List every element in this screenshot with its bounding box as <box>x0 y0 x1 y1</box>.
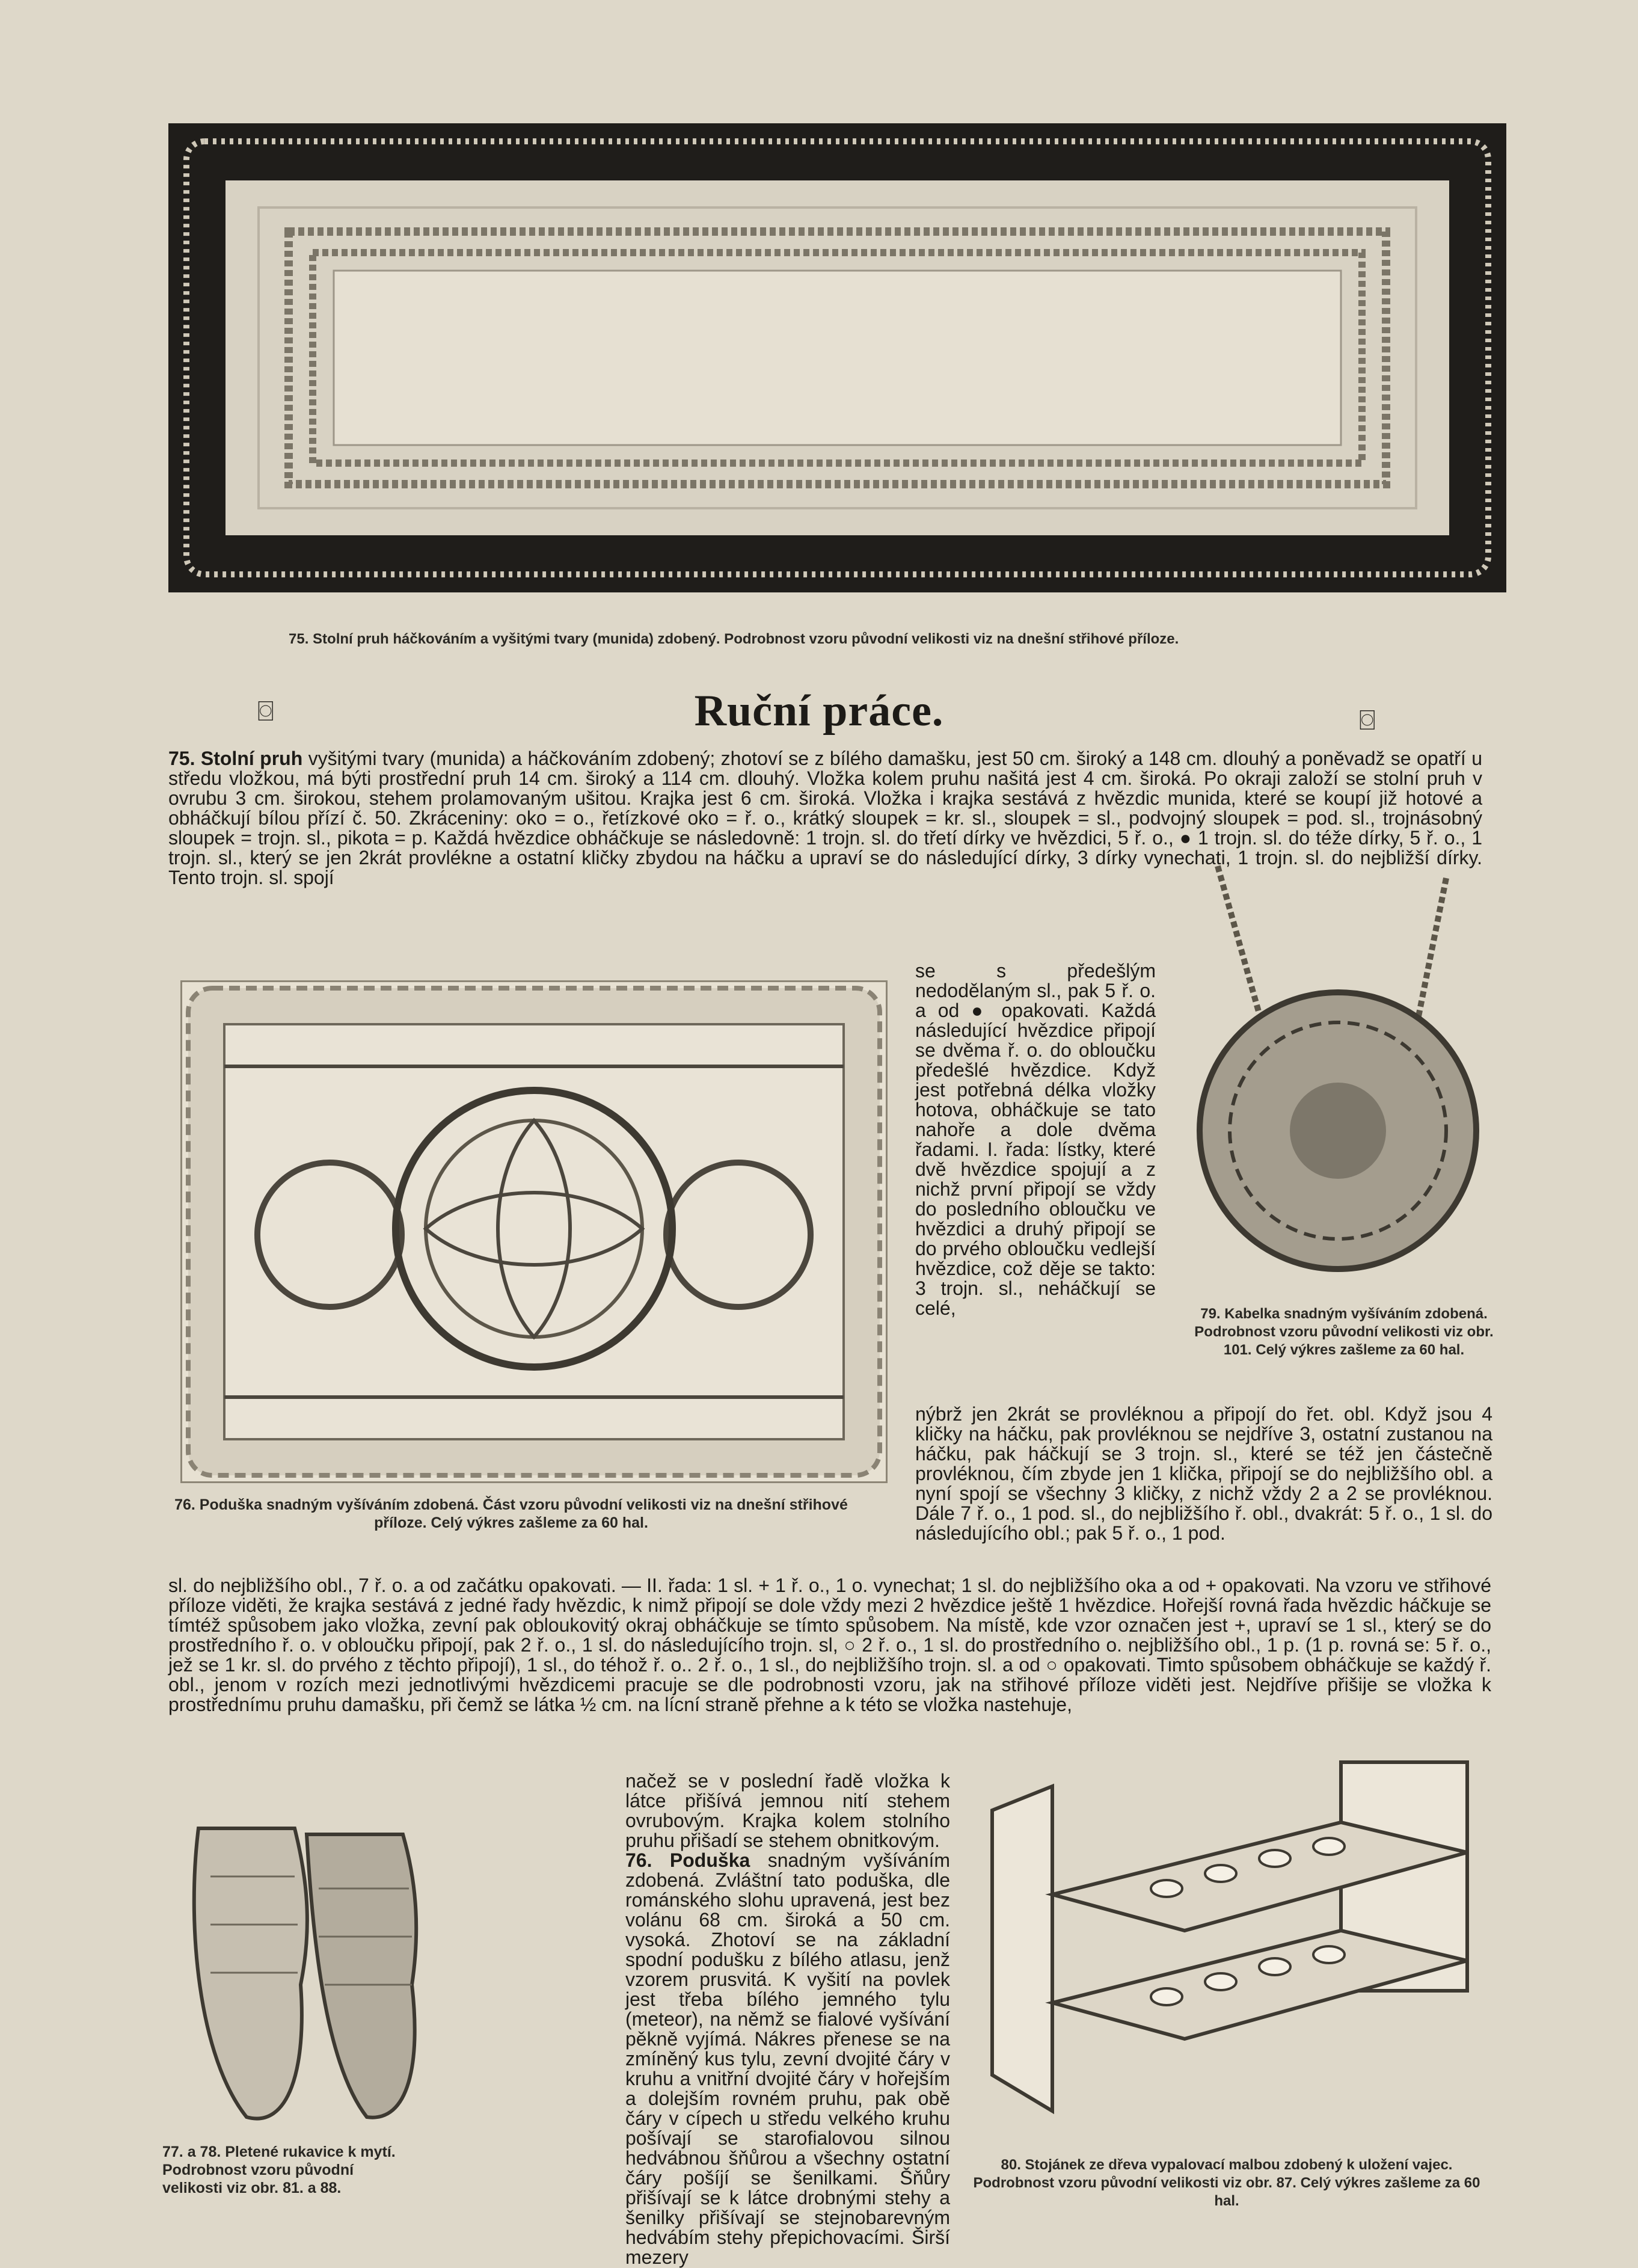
paragraph-76-body: snadným vyšíváním zdobená. Zvláštní tato poduška, dle románského slohu upravená, jest bez volánu 68 cm. široká a 50 cm. vysoká. Zhotoví se na základní spodní podušku z bílého atlasu, jenž vzorem prusvitá. K vyšití na povlek jest třeba bílého jemného tylu (meteor), na němž se fialové vyšívání pěkně vyjímá. Nákres přenese se na zmíněný kus tylu, zevní dvojité čáry v kruhu a vnitřní dvojité čáry v hořejším a dolejším rovném pruhu, pak obě čáry v cípech u středu velkého kruhu pošívají se starofialovou silnou hedvábnou šňůrou a všechny ostatní čáry pošíjí se šenilkami. Šňůry přišívají se k látce drobnými stehy a šenilky přišívají se stejnobarevným hedvábím stehy přepichovacími. Širší mezery <box>625 1849 950 2268</box>
paragraph-75-end: načež se v poslední řadě vložka k látce přišívá jemnou nití stehem ovrubovým. Krajka kolem stolního pruhu přišadí se stehem obnitkovým. <box>625 1770 950 1851</box>
figure-77-78-caption: 77. a 78. Pletené rukavice k mytí. Podrobnost vzoru původní velikosti viz obr. 81. a 88. <box>162 2144 396 2196</box>
figure-76-caption: 76. Poduška snadným vyšíváním zdobená. Část vzoru původní velikosti viz na dnešní střihové příloze. Celý výkres zašleme za 60 hal. <box>174 1496 848 1531</box>
ornament-left-icon: ⌼ <box>257 695 274 727</box>
paragraph-75-heading: 75. Stolní pruh <box>168 748 303 769</box>
paragraph-75-narrow-column: se s předešlým nedodělaným sl., pak 5 ř. o. a od ● opakovati. Každá následující hvězdice připojí se dvěma ř. o. do obloučku předešlé hvězdice. Když jest potřebná délka vložky hotova, obháčkuje se tato nahoře a dole dvěma řadami. I. řada: lístky, které dvě hvězdice spojují a z nichž první připojí se vždy do posledního obloučku ve hvězdici a druhý připojí se do prvého obloučku vedlejší hvězdice, což děje se takto: 3 trojn. sl., neháčkují se celé, <box>915 960 1156 1319</box>
ornament-right-icon: ⌼ <box>1359 704 1376 736</box>
paragraph-75-continued: sl. do nejbližšího obl., 7 ř. o. a od začátku opakovati. — II. řada: 1 sl. + 1 ř. o., 1 o. vynechat; 1 sl. do nejbližšího oka a od + opakovati. Na vzoru ve střihové příloze viděti, že krajka sestává z jedné řady hvězdic, k nimž připojí se dole vždy mezi 2 hvězdice ještě 1 hvězdice. Hořejší rovná řada hvězdic háčkuje se tímtéž spůsobem jako vložka, zevní pak obloukovitý okraj obháčkuje se tímto spůsobem. Na místě, kde vzor označen jest +, upraví se 1 sl., který se do prostředního ř. o. v obloučku připojí, pak 2 ř. o., 1 sl. do následujícího trojn. sl, ○ 2 ř. o., 1 sl. do prostředního o. nejbližšího obl., 1 p. (1 p. rovná se: 5 ř. o., jež se 1 kr. sl. do prvého z těchto připojí), 1 sl., do téhož ř. o.. 2 ř. o., 1 sl., do nejbližšího trojn. sl. a od ○ opakovati. Timto spůsobem obháčkuje se každý ř. obl., jenom v rozích mezi jednotlivými hvězdicemi pracuje se dle podrobnosti vzoru, jak na střihové příloze viděti jest. Nejdříve přišije se vložka k prostřednímu pruhu damašku, při čemž se látka ½ cm. na lícní straně přehne a k této se vložka nastehuje, <box>168 1575 1491 1715</box>
paragraph-76 <box>625 1851 950 2267</box>
figure-76-image <box>180 980 888 1483</box>
figure-75-image <box>168 123 1506 592</box>
figure-80-image <box>968 1738 1491 2147</box>
paragraph-76-heading: 76. Poduška <box>625 1849 750 1871</box>
egg-stand-illustration <box>968 1738 1491 2147</box>
lace-runner-illustration <box>168 123 1506 592</box>
figure-75-caption: 75. Stolní pruh háčkováním a vyšitými tvary (munida) zdobený. Podrobnost vzoru původní velikosti viz na dnešní střihové příloze. <box>289 631 1179 647</box>
figure-77-78-image <box>174 1804 427 2141</box>
figure-79-image <box>1176 860 1488 1293</box>
paragraph-75-body: vyšitými tvary (munida) a háčkováním zdobený; zhotoví se z bílého damašku, jest 50 cm. široký a 148 cm. dlouhý a poněvadž se opatří u středu vložkou, má býti prostřední pruh 14 cm. široký a 114 cm. dlouhý. Vložka kolem pruhu našitá jest 4 cm. široká. Po okraji založí se stolní pruh v ovrubu 3 cm. širokou, stehem prolamovaným ušitou. Krajka jest 6 cm. široká. Vložka i krajka sestává z hvězdic munida, které se koupí již hotové a obháčkují bílou přízí č. 50. Zkráceniny: oko = o., řetízkové oko = ř. o., krátký sloupek = kr. sl., sloupek = sl., podvojný sloupek = pod. sl., trojnásobný sloupek = trojn. sl., pikota = p. Každá hvězdice obháčkuje se následovně: 1 trojn. sl. do třetí dírky ve hvězdici, 5 ř. o., ● 1 trojn. sl. do téže dírky, 5 ř. o., 1 trojn. sl., který se jen 2krát provlékne a ostatní kličky zbydou na háčku a upraví se do následující dírky, 3 dírky vynechati, 1 trojn. sl. do nejbližší dírky. Tento trojn. sl. spojí <box>168 748 1483 888</box>
handbag-illustration <box>1176 860 1488 1293</box>
cushion-illustration <box>182 982 886 1481</box>
paragraph-75-middle: nýbrž jen 2krát se provléknou a připojí do řet. obl. Když jsou 4 kličky na háčku, pak provléknou se nejdříve 3, ostatní zustanou na háčku, pak háčkují se 3 trojn. sl., které se též jen částečně provléknou, čím zbyde jen 1 klička, připojí se do nejbližšího obl. a nyní spojí se všechny 3 kličky, z nichž vždy 2 a 2 se provléknou. Dále 7 ř. o., 1 pod. sl., do nejbližšího ř. obl., dvakrát: 5 ř. o., 1 sl. do následujícího obl.; pak 5 ř. o., 1 pod. <box>915 1403 1492 1544</box>
page-title: Ruční práce. <box>694 686 944 736</box>
figure-79-caption: 79. Kabelka snadným vyšíváním zdobená. Podrobnost vzoru původní velikosti viz obr. 101. Celý výkres zašleme za 60 hal. <box>1194 1306 1494 1358</box>
figure-80-caption: 80. Stojánek ze dřeva vypalovací malbou zdobený k uložení vajec. Podrobnost vzoru původní velikosti viz obr. 87. Celý výkres zašleme za 60 hal. <box>973 2157 1480 2209</box>
mittens-illustration <box>174 1804 427 2141</box>
